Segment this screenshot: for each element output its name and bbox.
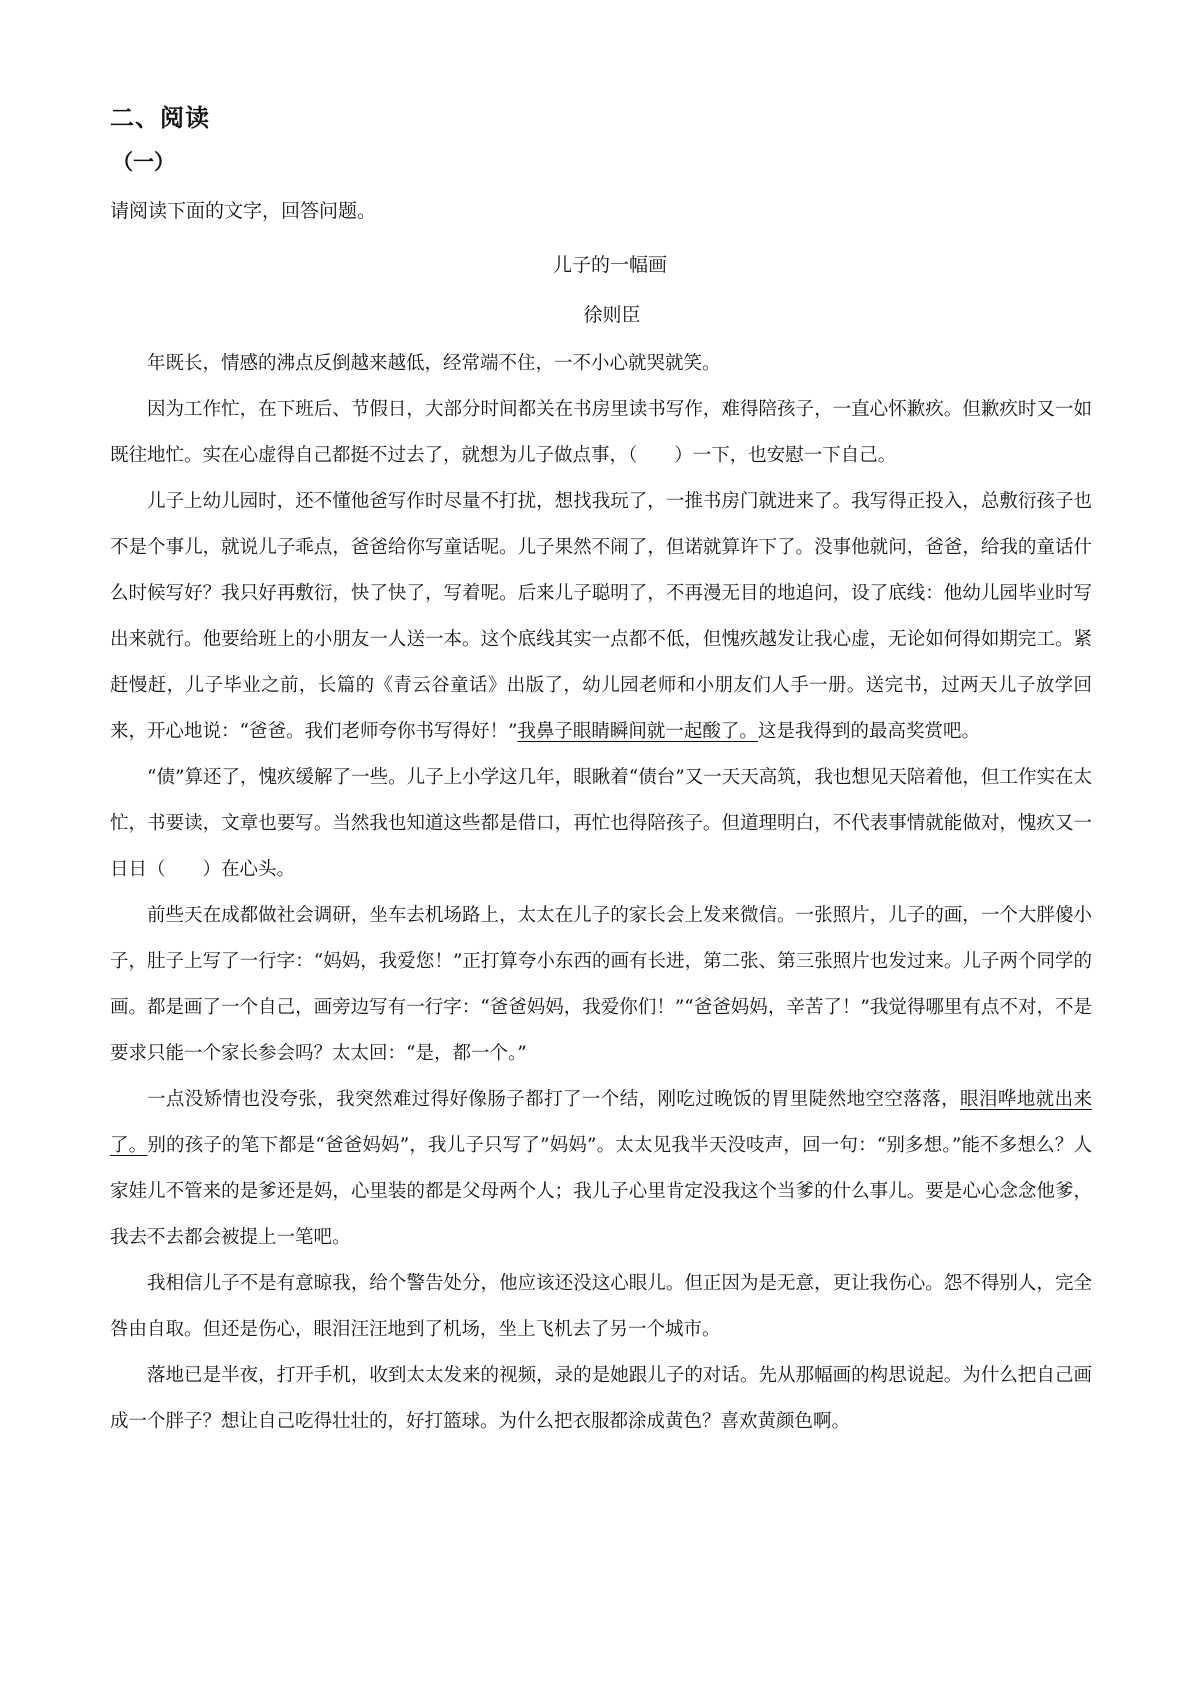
paragraph-text: 落地已是半夜，打开手机，收到太太发来的视频，录的是她跟儿子的对话。先从那幅画的构思说起。为什么把自己画成一个胖子？想让自己吃得壮壮的，好打篮球。为什么把衣服都涂成黄色？喜欢黄颜色啊。 [110, 1365, 1092, 1432]
underlined-sentence: 我鼻子眼睛瞬间就一起酸了。 [517, 721, 758, 742]
paragraph [110, 341, 1092, 387]
paragraph-text: 因为工作忙，在下班后、节假日，大部分时间都关在书房里读书写作，难得陪孩子，一直心怀歉疚。但歉疚时又一如既往地忙。实在心虚得自己都挺不过去了，就想为儿子做点事，（ ）一下，也安慰一下自己。 [110, 399, 1092, 466]
paragraph-text: 这是我得到的最高奖赏吧。 [757, 721, 980, 742]
story-title: 儿子的一幅画 [552, 254, 667, 276]
section-title: 二、阅读 [110, 104, 210, 132]
underlined-sentence: 眼泪哗地就出来了。 [110, 1089, 1092, 1156]
paragraph-text: 儿子上幼儿园时，还不懂他爸写作时尽量不打扰，想找我玩了，一推书房门就进来了。我写得正投入，总敷衍孩子也不是个事儿，就说儿子乖点，爸爸给你写童话呢。儿子果然不闹了，但诺就算许下了。没事他就问，爸爸，给我的童话什么时候写好？我只好再敷衍，快了快了，写着呢。后来儿子聪明了，不再漫无目的地追问，设了底线：他幼儿园毕业时写出来就行。他要给班上的小朋友一人送一本。这个底线其实一点都不低，但愧疚越发让我心虚，无论如何得如期完工。紧赶慢赶，儿子毕业之前，长篇的《青云谷童话》出版了，幼儿园老师和小朋友们人手一册。送完书，过两天儿子放学回来，开心地说：“爸爸。我们老师夸你书写得好！” [110, 491, 1092, 742]
paragraph-text: 一点没矫情也没夸张，我突然难过得好像肠子都打了一个结，刚吃过晚饭的胃里陡然地空空落落， [147, 1089, 961, 1110]
paragraph [110, 893, 1092, 1077]
reading-instruction: 请阅读下面的文字，回答问题。 [110, 200, 377, 222]
story-body [110, 341, 1092, 1445]
paragraph [110, 755, 1092, 893]
paragraph [110, 479, 1092, 755]
paragraph-text: 别的孩子的笔下都是“爸爸妈妈”，我儿子只写了”妈妈”。太太见我半天没吱声，回一句：“别多想。”能不多想么？人家娃儿不管来的是爹还是妈，心里装的都是父母两个人；我儿子心里肯定没我这个当爹的什么事儿。要是心心念念他爹，我去不去都会被提上一笔吧。 [110, 1135, 1092, 1248]
paragraph-text: 年既长，情感的沸点反倒越来越低，经常端不住，一不小心就哭就笑。 [147, 353, 721, 374]
paragraph [110, 1353, 1092, 1445]
paragraph-text: 我相信儿子不是有意晾我，给个警告处分，他应该还没这心眼儿。但正因为是无意，更让我伤心。怨不得别人，完全咎由自取。但还是伤心，眼泪汪汪地到了机场，坐上飞机去了另一个城市。 [110, 1273, 1092, 1340]
paragraph [110, 1261, 1092, 1353]
paragraph [110, 387, 1092, 479]
subsection-number: （一） [112, 149, 175, 174]
paragraph-text: “债”算还了，愧疚缓解了一些。儿子上小学这几年，眼瞅着“债台”又一天天高筑，我也想见天陪着他，但工作实在太忙，书要读，文章也要写。当然我也知道这些都是借口，再忙也得陪孩子。但道理明白，不代表事情就能做对，愧疚又一日日（ ）在心头。 [110, 767, 1092, 880]
paragraph-text: 前些天在成都做社会调研，坐车去机场路上，太太在儿子的家长会上发来微信。一张照片，儿子的画，一个大胖傻小子，肚子上写了一行字：“妈妈，我爱您！”正打算夸小东西的画有长进，第二张、第三张照片也发过来。儿子两个同学的画。都是画了一个自己，画旁边写有一行字：“爸爸妈妈，我爱你们！”“爸爸妈妈，辛苦了！”我觉得哪里有点不对，不是要求只能一个家长参会吗？太太回：“是，都一个。” [110, 905, 1092, 1064]
story-author: 徐则臣 [583, 304, 641, 326]
paragraph [110, 1077, 1092, 1261]
